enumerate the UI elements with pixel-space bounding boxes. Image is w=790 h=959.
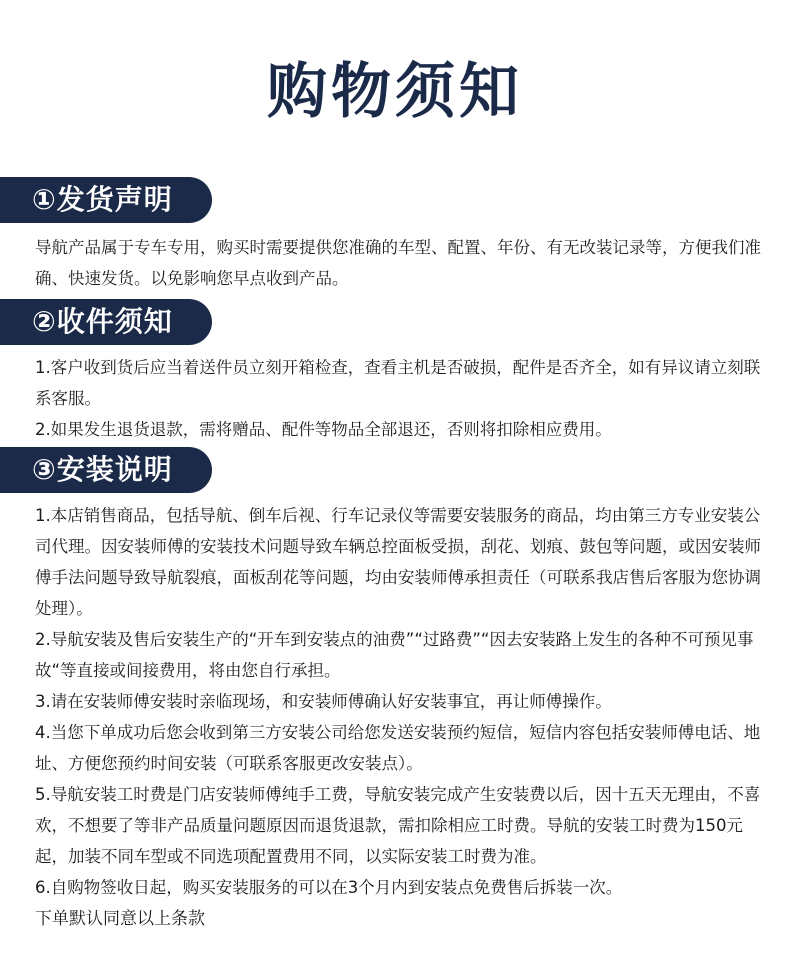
paragraph: 3.请在安装师傅安装时亲临现场，和安装师傅确认好安装事宜，再让师傅操作。 bbox=[35, 692, 612, 711]
paragraph: 5.导航安装工时费是门店安装师傅纯手工费，导航安装完成产生安装费以后，因十五天无理由，不喜欢，不想要了等非产品质量问题原因而退货退款，需扣除相应工时费。导航的安装工时费为150元起，加装不同车型或不同选项配置费用不同，以实际安装工时费为准。 bbox=[35, 785, 761, 866]
section-body-receiving bbox=[35, 352, 765, 445]
section-heading-receiving: ②收件须知 bbox=[0, 299, 212, 345]
page-title: 购物须知 bbox=[267, 57, 523, 127]
paragraph: 1.本店销售商品，包括导航、倒车后视、行车记录仪等需要安装服务的商品，均由第三方专业安装公司代理。因安装师傅的安装技术问题导致车辆总控面板受损，刮花、划痕、鼓包等问题，或因安装师傅手法问题导致导航裂痕，面板刮花等问题，均由安装师傅承担责任（可联系我店售后客服为您协调处理）。 bbox=[35, 506, 761, 618]
section-heading-shipping: ①发货声明 bbox=[0, 177, 212, 223]
paragraph: 6.自购物签收日起，购买安装服务的可以在3个月内到安装点免费售后拆装一次。 bbox=[35, 878, 623, 897]
section-body-installation bbox=[35, 500, 765, 903]
paragraph: 2.如果发生退货退款，需将赠品、配件等物品全部退还，否则将扣除相应费用。 bbox=[35, 420, 612, 439]
paragraph: 2.导航安装及售后安装生产的“开车到安装点的油费”“过路费”“因去安装路上发生的各种不可预见事故“等直接或间接费用，将由您自行承担。 bbox=[35, 630, 754, 680]
paragraph: 1.客户收到货后应当着送件员立刻开箱检查，查看主机是否破损，配件是否齐全，如有异议请立刻联系客服。 bbox=[35, 358, 761, 408]
section-body-shipping bbox=[35, 232, 765, 294]
section-heading-installation: ③安装说明 bbox=[0, 447, 212, 493]
paragraph: 导航产品属于专车专用，购买时需要提供您准确的车型、配置、年份、有无改装记录等，方便我们准确、快速发货。以免影响您早点收到产品。 bbox=[35, 238, 761, 288]
paragraph: 4.当您下单成功后您会收到第三方安装公司给您发送安装预约短信，短信内容包括安装师傅电话、地址、方便您预约时间安装（可联系客服更改安装点）。 bbox=[35, 723, 761, 773]
terms-agreement-note: 下单默认同意以上条款 bbox=[35, 909, 205, 929]
